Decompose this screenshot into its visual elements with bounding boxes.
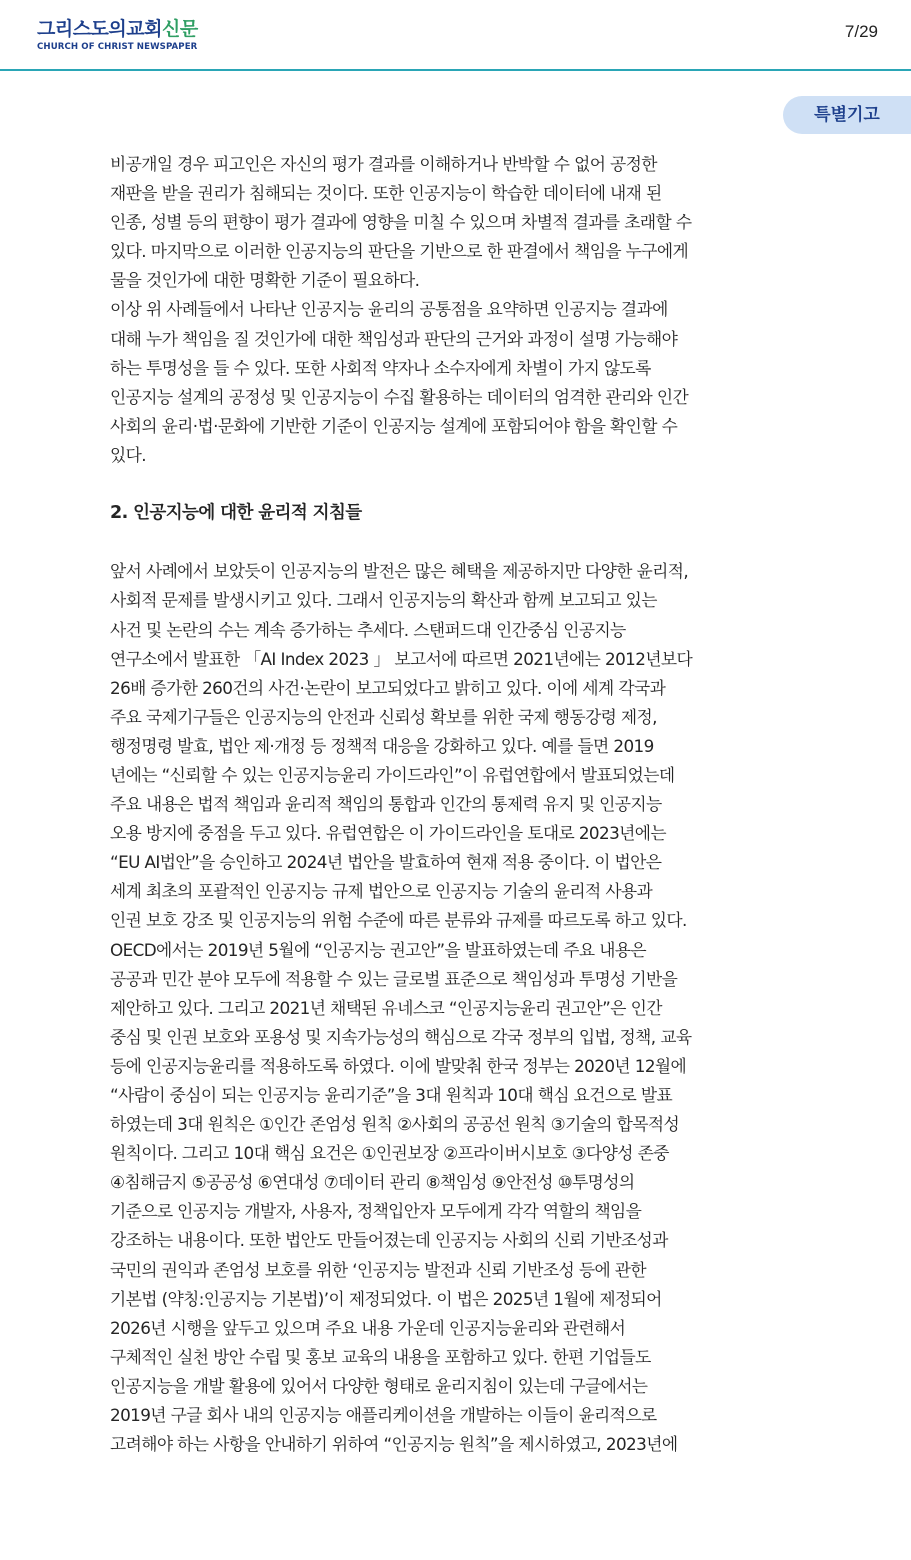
logo-title-part1: 그리스도의교회: [37, 18, 162, 40]
text-line: 사건 및 논란의 수는 계속 증가하는 추세다. 스탠퍼드대 인간중심 인공지능: [110, 619, 626, 640]
text-line: 원칙이다. 그리고 10대 핵심 요건은 ①인권보장 ②프라이버시보호 ③다양성 존중: [110, 1143, 669, 1164]
text-line: 기본법 (약칭:인공지능 기본법)’이 제정되었다. 이 법은 2025년 1월에 제정되어: [110, 1288, 662, 1309]
text-line: 등에 인공지능윤리를 적용하도록 하였다. 이에 발맞춰 한국 정부는 2020년 12월에: [110, 1055, 687, 1076]
text-line: 인공지능을 개발 활용에 있어서 다양한 형태로 윤리지침이 있는데 구글에서는: [110, 1375, 648, 1396]
text-line: 중심 및 인권 보호와 포용성 및 지속가능성의 핵심으로 각국 정부의 입법, 정책, 교육: [110, 1026, 692, 1047]
text-line: 2026년 시행을 앞두고 있으며 주요 내용 가운데 인공지능윤리와 관련해서: [110, 1317, 626, 1338]
text-line: 재판을 받을 권리가 침해되는 것이다. 또한 인공지능이 학습한 데이터에 내재 된: [110, 183, 662, 204]
text-line: 기준으로 인공지능 개발자, 사용자, 정책입안자 모두에게 각각 역할의 책임을: [110, 1201, 642, 1222]
logo-title: [37, 18, 198, 40]
text-line: 공공과 민간 분야 모두에 적용할 수 있는 글로벌 표준으로 책임성과 투명성 기반을: [110, 968, 678, 989]
text-line: 하였는데 3대 원칙은 ①인간 존엄성 원칙 ②사회의 공공선 원칙 ③기술의 합목적성: [110, 1114, 680, 1135]
text-line: 세계 최초의 포괄적인 인공지능 규제 법안으로 인공지능 기술의 윤리적 사용과: [110, 881, 653, 902]
text-line: 앞서 사례에서 보았듯이 인공지능의 발전은 많은 혜택을 제공하지만 다양한 윤리적,: [110, 561, 689, 582]
page-header: [0, 0, 911, 71]
text-line: 인종, 성별 등의 편향이 평가 결과에 영향을 미칠 수 있으며 차별적 결과를 초래할 수: [110, 212, 692, 233]
text-line: 제안하고 있다. 그리고 2021년 채택된 유네스코 “인공지능윤리 권고안”은 인간: [110, 997, 662, 1018]
text-line: 인권 보호 강조 및 인공지능의 위험 수준에 따른 분류와 규제를 따르도록 하고 있다.: [110, 910, 687, 931]
text-line: “EU AI법안”을 승인하고 2024년 법안을 발효하여 현재 적용 중이다. 이 법안은: [110, 852, 662, 873]
text-line: 강조하는 내용이다. 또한 법안도 만들어졌는데 인공지능 사회의 신뢰 기반조성과: [110, 1230, 668, 1251]
text-line: 고려해야 하는 사항을 안내하기 위하여 “인공지능 원칙”을 제시하였고, 2023년에: [110, 1434, 678, 1455]
logo-title-part2: 신문: [161, 18, 198, 40]
text-line: 사회의 윤리·법·문화에 기반한 기준이 인공지능 설계에 포함되어야 함을 확인할 수: [110, 415, 678, 436]
spacer: [110, 528, 810, 557]
text-line: 2019년 구글 회사 내의 인공지능 애플리케이션을 개발하는 이들이 윤리적으로: [110, 1405, 657, 1426]
text-line: 행정명령 발효, 법안 제·개정 등 정책적 대응을 강화하고 있다. 예를 들면 2019: [110, 735, 654, 756]
logo-subtitle: CHURCH OF CHRIST NEWSPAPER: [37, 42, 198, 52]
text-line: 년에는 “신뢰할 수 있는 인공지능윤리 가이드라인”이 유럽연합에서 발표되었는데: [110, 764, 675, 785]
text-line: 이상 위 사례들에서 나타난 인공지능 윤리의 공통점을 요약하면 인공지능 결과에: [110, 299, 668, 320]
text-line: 국민의 권익과 존엄성 보호를 위한 ‘인공지능 발전과 신뢰 기반조성 등에 관한: [110, 1259, 647, 1280]
text-line: 있다.: [110, 444, 146, 465]
text-line: 대해 누가 책임을 질 것인가에 대한 책임성과 판단의 근거와 과정이 설명 가능해야: [110, 328, 678, 349]
spacer: [110, 470, 810, 499]
section-tag: 특별기고: [783, 96, 911, 134]
text-line: 하는 투명성을 들 수 있다. 또한 사회적 약자나 소수자에게 차별이 가지 않도록: [110, 357, 651, 378]
paragraph-2: [110, 295, 810, 470]
text-line: 비공개일 경우 피고인은 자신의 평가 결과를 이해하거나 반박할 수 없어 공정한: [110, 154, 657, 174]
text-line: 주요 내용은 법적 책임과 윤리적 책임의 통합과 인간의 통제력 유지 및 인공지능: [110, 794, 662, 815]
text-line: 26배 증가한 260건의 사건·논란이 보고되었다고 밝히고 있다. 이에 세계 각국과: [110, 677, 666, 698]
newspaper-logo[interactable]: [37, 18, 198, 52]
text-line: 사회적 문제를 발생시키고 있다. 그래서 인공지능의 확산과 함께 보고되고 있는: [110, 590, 657, 611]
page-number: 7/29: [844, 22, 878, 41]
section-heading: 2. 인공지능에 대한 윤리적 지침들: [110, 503, 362, 524]
text-line: 인공지능 설계의 공정성 및 인공지능이 수집 활용하는 데이터의 엄격한 관리와 인간: [110, 386, 689, 407]
text-line: 물을 것인가에 대한 명확한 기준이 필요하다.: [110, 270, 420, 291]
text-line: OECD에서는 2019년 5월에 “인공지능 권고안”을 발표하였는데 주요 내용은: [110, 939, 647, 960]
text-line: 오용 방지에 중점을 두고 있다. 유럽연합은 이 가이드라인을 토대로 2023년에는: [110, 823, 666, 844]
text-line: 있다. 마지막으로 이러한 인공지능의 판단을 기반으로 한 판결에서 책임을 누구에게: [110, 241, 689, 262]
paragraph-1: [110, 150, 810, 295]
text-line: 주요 국제기구들은 인공지능의 안전과 신뢰성 확보를 위한 국제 행동강령 제정,: [110, 706, 657, 727]
text-line: ④침해금지 ⑤공공성 ⑥연대성 ⑦데이터 관리 ⑧책임성 ⑨안전성 ⑩투명성의: [110, 1172, 635, 1193]
article-body: [110, 150, 810, 1459]
paragraph-3: [110, 557, 810, 1459]
text-line: 구체적인 실천 방안 수립 및 홍보 교육의 내용을 포함하고 있다. 한편 기업들도: [110, 1346, 651, 1367]
text-line: 연구소에서 발표한 「AI Index 2023 」 보고서에 따르면 2021년에는 2012년보다: [110, 648, 693, 669]
text-line: “사람이 중심이 되는 인공지능 윤리기준”을 3대 원칙과 10대 핵심 요건으로 발표: [110, 1085, 673, 1105]
